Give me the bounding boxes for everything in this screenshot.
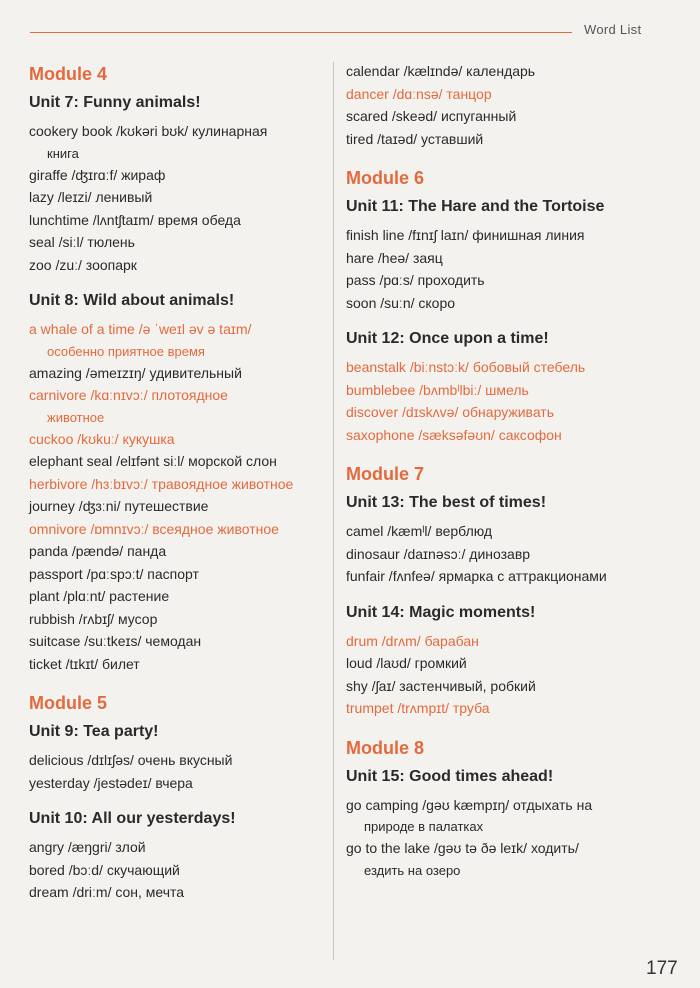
vocabulary-entry-text: funfair /fʌnfeə/ ярмарка с аттракционами bbox=[346, 568, 607, 584]
vocabulary-entry-text: go to the lake /gəʊ tə ðə leɪk/ ходить/ bbox=[346, 840, 579, 856]
vocabulary-entry-text: bumblebee /bʌmbˡlbiː/ шмель bbox=[346, 381, 529, 398]
vocabulary-entry-text: omnivore /ɒmnɪvɔː/ всеядное животное bbox=[29, 520, 279, 537]
vocabulary-entry bbox=[346, 224, 671, 247]
unit-heading: Unit 7: Funny animals! bbox=[29, 94, 201, 111]
module-heading: Module 5 bbox=[29, 693, 108, 713]
unit-heading: Unit 12: Once upon a time! bbox=[346, 330, 549, 347]
vocabulary-entry bbox=[29, 772, 329, 795]
section-gap bbox=[24, 794, 329, 808]
section-gap bbox=[341, 720, 671, 734]
vocabulary-entry bbox=[29, 186, 329, 209]
vocabulary-entry bbox=[29, 518, 329, 541]
vocabulary-entry-text: panda /pændə/ панда bbox=[29, 543, 167, 559]
unit-heading: Unit 8: Wild about animals! bbox=[29, 292, 235, 309]
left-column bbox=[24, 60, 329, 904]
unit-heading: Unit 9: Tea party! bbox=[29, 723, 159, 740]
vocabulary-entry-text: beanstalk /biːnstɔːk/ бобовый стебель bbox=[346, 359, 586, 375]
vocabulary-entry-text: drum /drʌm/ барабан bbox=[346, 632, 479, 649]
vocabulary-entry bbox=[29, 209, 329, 232]
page-number: 177 bbox=[646, 958, 678, 979]
unit-heading: Unit 14: Magic moments! bbox=[346, 603, 536, 621]
unit-heading: Unit 10: All our yesterdays! bbox=[29, 810, 236, 827]
vocabulary-entry bbox=[346, 292, 671, 315]
vocabulary-entry bbox=[346, 837, 671, 881]
vocabulary-entry-text: elephant seal /elɪfənt siːl/ морской слон bbox=[29, 453, 277, 469]
vocabulary-entry-text: giraffe /ʤɪrɑːf/ жираф bbox=[29, 166, 166, 183]
vocabulary-entry-text: loud /laʊd/ громкий bbox=[346, 655, 467, 671]
vocabulary-entry-text: a whale of a time /ə ˈweɪl əv ə taɪm/ bbox=[29, 321, 252, 337]
vocabulary-entry-text: lunchtime /lʌntʃtaɪm/ время обеда bbox=[29, 211, 241, 228]
vocabulary-entry-text: pass /pɑːs/ проходить bbox=[346, 272, 485, 288]
vocabulary-entry bbox=[29, 495, 329, 518]
vocabulary-entry-text: herbivore /hɜːbɪvɔː/ травоядное животное bbox=[29, 475, 294, 492]
vocabulary-entry bbox=[29, 653, 329, 676]
vocabulary-entry bbox=[346, 60, 671, 83]
unit-heading: Unit 13: The best of times! bbox=[346, 494, 547, 511]
vocabulary-entry-continuation: особенно приятное время bbox=[47, 343, 205, 359]
vocabulary-entry bbox=[29, 540, 329, 563]
vocabulary-entry bbox=[29, 608, 329, 631]
vocabulary-entry bbox=[346, 794, 671, 838]
vocabulary-entry-text: cuckoo /kʊkuː/ кукушка bbox=[29, 430, 175, 447]
vocabulary-entry bbox=[346, 105, 671, 128]
module-heading: Module 4 bbox=[29, 64, 108, 84]
module-heading: Module 7 bbox=[346, 464, 425, 484]
vocabulary-entry-text: angry /æŋgri/ злой bbox=[29, 839, 146, 855]
vocabulary-entry-text: lazy /leɪzi/ ленивый bbox=[29, 189, 153, 205]
vocabulary-entry bbox=[29, 563, 329, 586]
vocabulary-entry bbox=[346, 543, 671, 566]
vocabulary-entry bbox=[346, 697, 671, 720]
vocabulary-entry-text: hare /heə/ заяц bbox=[346, 249, 443, 266]
vocabulary-entry bbox=[29, 164, 329, 187]
vocabulary-entry bbox=[346, 83, 671, 106]
section-gap bbox=[341, 150, 671, 164]
unit-heading: Unit 15: Good times ahead! bbox=[346, 767, 554, 785]
vocabulary-entry bbox=[346, 675, 671, 698]
vocabulary-entry bbox=[29, 254, 329, 277]
vocabulary-entry-text: ticket /tɪkɪt/ билет bbox=[29, 655, 140, 672]
vocabulary-entry bbox=[346, 630, 671, 653]
right-column bbox=[341, 60, 671, 881]
vocabulary-entry-text: finish line /fɪnɪʃ laɪn/ финишная линия bbox=[346, 227, 585, 243]
vocabulary-entry-text: go camping /gəʊ kæmpɪŋ/ отдыхать на bbox=[346, 796, 593, 813]
vocabulary-entry bbox=[346, 424, 671, 447]
vocabulary-entry-text: trumpet /trʌmpɪt/ труба bbox=[346, 700, 490, 716]
vocabulary-entry-text: delicious /dɪlɪʃəs/ очень вкусный bbox=[29, 752, 233, 768]
vocabulary-entry bbox=[29, 318, 329, 362]
section-gap bbox=[24, 276, 329, 290]
vocabulary-entry bbox=[29, 859, 329, 882]
module-heading: Module 6 bbox=[346, 168, 425, 188]
vocabulary-entry bbox=[346, 652, 671, 675]
vocabulary-entry bbox=[29, 473, 329, 496]
vocabulary-entry bbox=[29, 585, 329, 608]
vocabulary-entry bbox=[346, 356, 671, 379]
vocabulary-entry-text: rubbish /rʌbɪʃ/ мусор bbox=[29, 610, 158, 627]
vocabulary-entry-continuation: животное bbox=[47, 409, 105, 425]
vocabulary-entry bbox=[29, 384, 329, 428]
vocabulary-entry-text: journey /ʤɜːni/ путешествие bbox=[29, 498, 209, 514]
vocabulary-entry-text: bored /bɔːd/ скучающий bbox=[29, 861, 180, 878]
vocabulary-entry-continuation: книга bbox=[47, 145, 79, 161]
vocabulary-entry-text: calendar /kælɪndə/ календарь bbox=[346, 63, 536, 79]
vocabulary-entry bbox=[346, 401, 671, 424]
vocabulary-entry bbox=[346, 247, 671, 270]
vocabulary-entry bbox=[29, 231, 329, 254]
vocabulary-entry-text: shy /ʃaɪ/ застенчивый, робкий bbox=[346, 677, 536, 694]
module-heading: Module 8 bbox=[346, 737, 425, 758]
unit-heading: Unit 11: The Hare and the Tortoise bbox=[346, 198, 605, 215]
vocabulary-entry bbox=[29, 836, 329, 859]
vocabulary-entry-text: dancer /dɑːnsə/ танцор bbox=[346, 85, 492, 102]
vocabulary-entry bbox=[346, 520, 671, 543]
vocabulary-entry-continuation: ездить на озеро bbox=[364, 862, 461, 878]
column-divider bbox=[333, 62, 334, 960]
vocabulary-entry-text: saxophone /sæksəfəʊn/ саксофон bbox=[346, 426, 562, 443]
vocabulary-entry bbox=[346, 269, 671, 292]
vocabulary-entry bbox=[29, 630, 329, 653]
vocabulary-entry-text: yesterday /jestədeɪ/ вчера bbox=[29, 774, 193, 791]
vocabulary-entry-text: dinosaur /daɪnəsɔː/ динозавр bbox=[346, 545, 531, 562]
vocabulary-entry bbox=[29, 120, 329, 164]
section-gap bbox=[341, 446, 671, 460]
vocabulary-entry-text: passport /pɑːspɔːt/ паспорт bbox=[29, 565, 199, 582]
vocabulary-entry-text: camel /kæmˡl/ верблюд bbox=[346, 523, 493, 539]
section-gap bbox=[341, 314, 671, 328]
vocabulary-entry-text: zoo /zuː/ зоопарк bbox=[29, 256, 137, 273]
section-gap bbox=[341, 588, 671, 602]
vocabulary-entry-text: soon /suːn/ скоро bbox=[346, 294, 456, 311]
vocabulary-entry-text: cookery book /kʊkəri bʊk/ кулинарная bbox=[29, 123, 268, 139]
vocabulary-entry-text: scared /skeəd/ испуганный bbox=[346, 108, 517, 124]
vocabulary-entry-text: plant /plɑːnt/ растение bbox=[29, 588, 170, 604]
vocabulary-entry-text: dream /driːm/ сон, мечта bbox=[29, 884, 185, 900]
vocabulary-entry-text: suitcase /suːtkeɪs/ чемодан bbox=[29, 633, 202, 649]
header-rule bbox=[30, 32, 572, 33]
vocabulary-entry-text: tired /taɪəd/ уставший bbox=[346, 130, 484, 147]
vocabulary-entry bbox=[29, 881, 329, 904]
vocabulary-entry bbox=[346, 128, 671, 151]
vocabulary-entry-text: amazing /əmeɪzɪŋ/ удивительный bbox=[29, 364, 242, 381]
vocabulary-entry bbox=[29, 450, 329, 473]
vocabulary-entry bbox=[29, 428, 329, 451]
vocabulary-entry-text: carnivore /kɑːnɪvɔː/ плотоядное bbox=[29, 387, 228, 403]
vocabulary-entry bbox=[346, 379, 671, 402]
header-title: Word List bbox=[584, 22, 642, 37]
vocabulary-entry-text: discover /dɪskʌvə/ обнаруживать bbox=[346, 404, 555, 420]
vocabulary-entry-text: seal /siːl/ тюлень bbox=[29, 234, 135, 250]
vocabulary-entry-continuation: природе в палатках bbox=[364, 819, 484, 834]
vocabulary-entry bbox=[29, 749, 329, 772]
vocabulary-entry bbox=[29, 362, 329, 385]
section-gap bbox=[24, 675, 329, 689]
vocabulary-entry bbox=[346, 565, 671, 588]
